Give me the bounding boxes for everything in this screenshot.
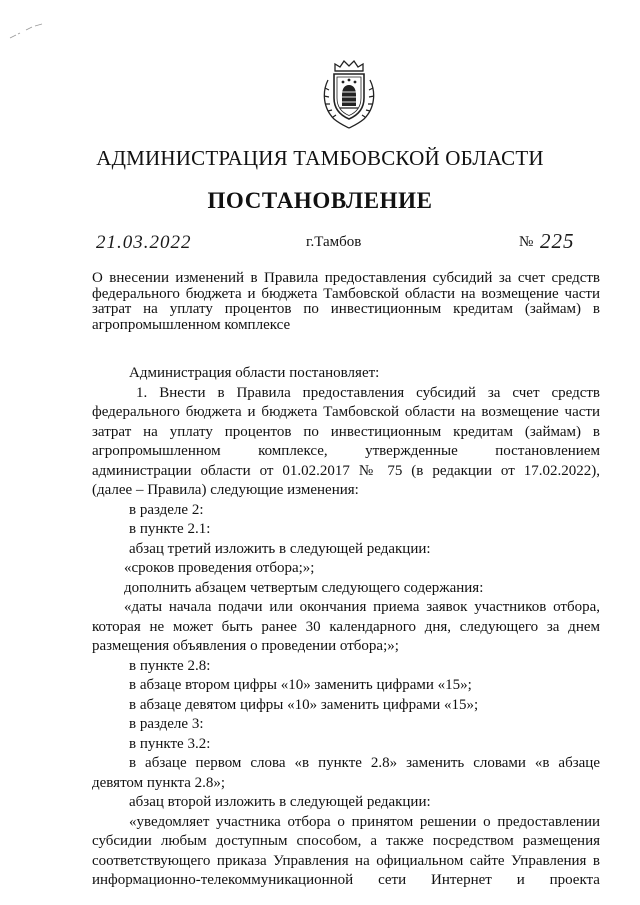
paragraph-line xyxy=(92,442,600,462)
word: и xyxy=(516,872,525,888)
paragraph-line: федерального бюджета и бюджета Тамбовской области на возмещение части xyxy=(92,404,600,420)
paragraph-line: в разделе 3: xyxy=(129,716,204,732)
paragraph-line: (далее – Правила) следующие изменения: xyxy=(92,482,359,498)
paragraph-line: в пункте 2.1: xyxy=(129,521,211,537)
word: агропромышленном xyxy=(92,443,221,459)
paragraph-line: в пункте 3.2: xyxy=(129,735,211,752)
paragraph-line: «уведомляет участника отбора о принятом решении о предоставлении xyxy=(129,813,600,830)
document-type-title: ПОСТАНОВЛЕНИЕ xyxy=(207,188,433,213)
word: информационно-телекоммуникационной xyxy=(92,872,354,888)
paragraph-line: затрат на уплату процентов по инвестиционным кредитам (займам) в xyxy=(92,423,600,440)
paragraph-line: в абзаце втором цифры «10» заменить цифрами «15»; xyxy=(129,677,472,693)
document-subject: О внесении изменений в Правила предоставления субсидий за счет средств федерального бюджета и бюджета Тамбовской области на возмещение части затрат на уплату процентов по инвестиционным кредитам (займам) в агропромышленном комплексе xyxy=(92,270,600,333)
word: сети xyxy=(378,872,407,888)
paragraph-line: 1. Внести в Правила предоставления субсидий за счет средств xyxy=(136,384,600,401)
document-city: г.Тамбов xyxy=(306,234,362,250)
paragraph-line: администрации области от 01.02.2017 № 75 (в редакции от 17.02.2022), xyxy=(92,462,600,479)
paragraph-line: Администрация области постановляет: xyxy=(129,365,380,381)
paragraph-line: девятом пункта 2.8»; xyxy=(92,774,226,791)
document-date: 21.03.2022 xyxy=(96,232,192,253)
word: Интернет xyxy=(431,872,492,888)
document-number: 225 xyxy=(540,229,575,253)
paragraph-line: в абзаце девятом цифры «10» заменить цифрами «15»; xyxy=(129,696,479,713)
coat-of-arms-icon xyxy=(318,58,380,130)
word: комплексе, xyxy=(258,443,328,459)
word: утвержденные xyxy=(365,443,458,459)
paragraph-line: абзац второй изложить в следующей редакции: xyxy=(129,794,431,810)
paragraph-line xyxy=(92,871,600,891)
organization-name: АДМИНИСТРАЦИЯ ТАМБОВСКОЙ ОБЛАСТИ xyxy=(96,146,544,170)
paragraph-line: «даты начала подачи или окончания приема заявок участников отбора, xyxy=(124,599,600,615)
document-number-label: № xyxy=(519,234,534,250)
paragraph-line: субсидии любым доступным способом, а также посредством размещения xyxy=(92,833,600,849)
scan-mark-icon xyxy=(8,22,48,42)
paragraph-line: которая не может быть ранее 30 календарного дня, следующего за днем xyxy=(92,618,600,635)
paragraph-line: размещения объявления о проведении отбора;»; xyxy=(92,638,399,654)
paragraph-line: соответствующего приказа Управления на официальном сайте Управления в xyxy=(92,852,600,869)
paragraph-line: абзац третий изложить в следующей редакции: xyxy=(129,540,431,557)
paragraph-line: «сроков проведения отбора;»; xyxy=(124,560,315,576)
paragraph-line: в разделе 2: xyxy=(129,501,204,518)
paragraph-line: дополнить абзацем четвертым следующего содержания: xyxy=(124,579,484,596)
document-body xyxy=(92,364,600,891)
paragraph-line: в абзаце первом слова «в пункте 2.8» заменить словами «в абзаце xyxy=(129,755,600,771)
paragraph-line: в пункте 2.8: xyxy=(129,657,211,674)
word: проекта xyxy=(549,872,600,888)
word: постановлением xyxy=(495,443,600,459)
